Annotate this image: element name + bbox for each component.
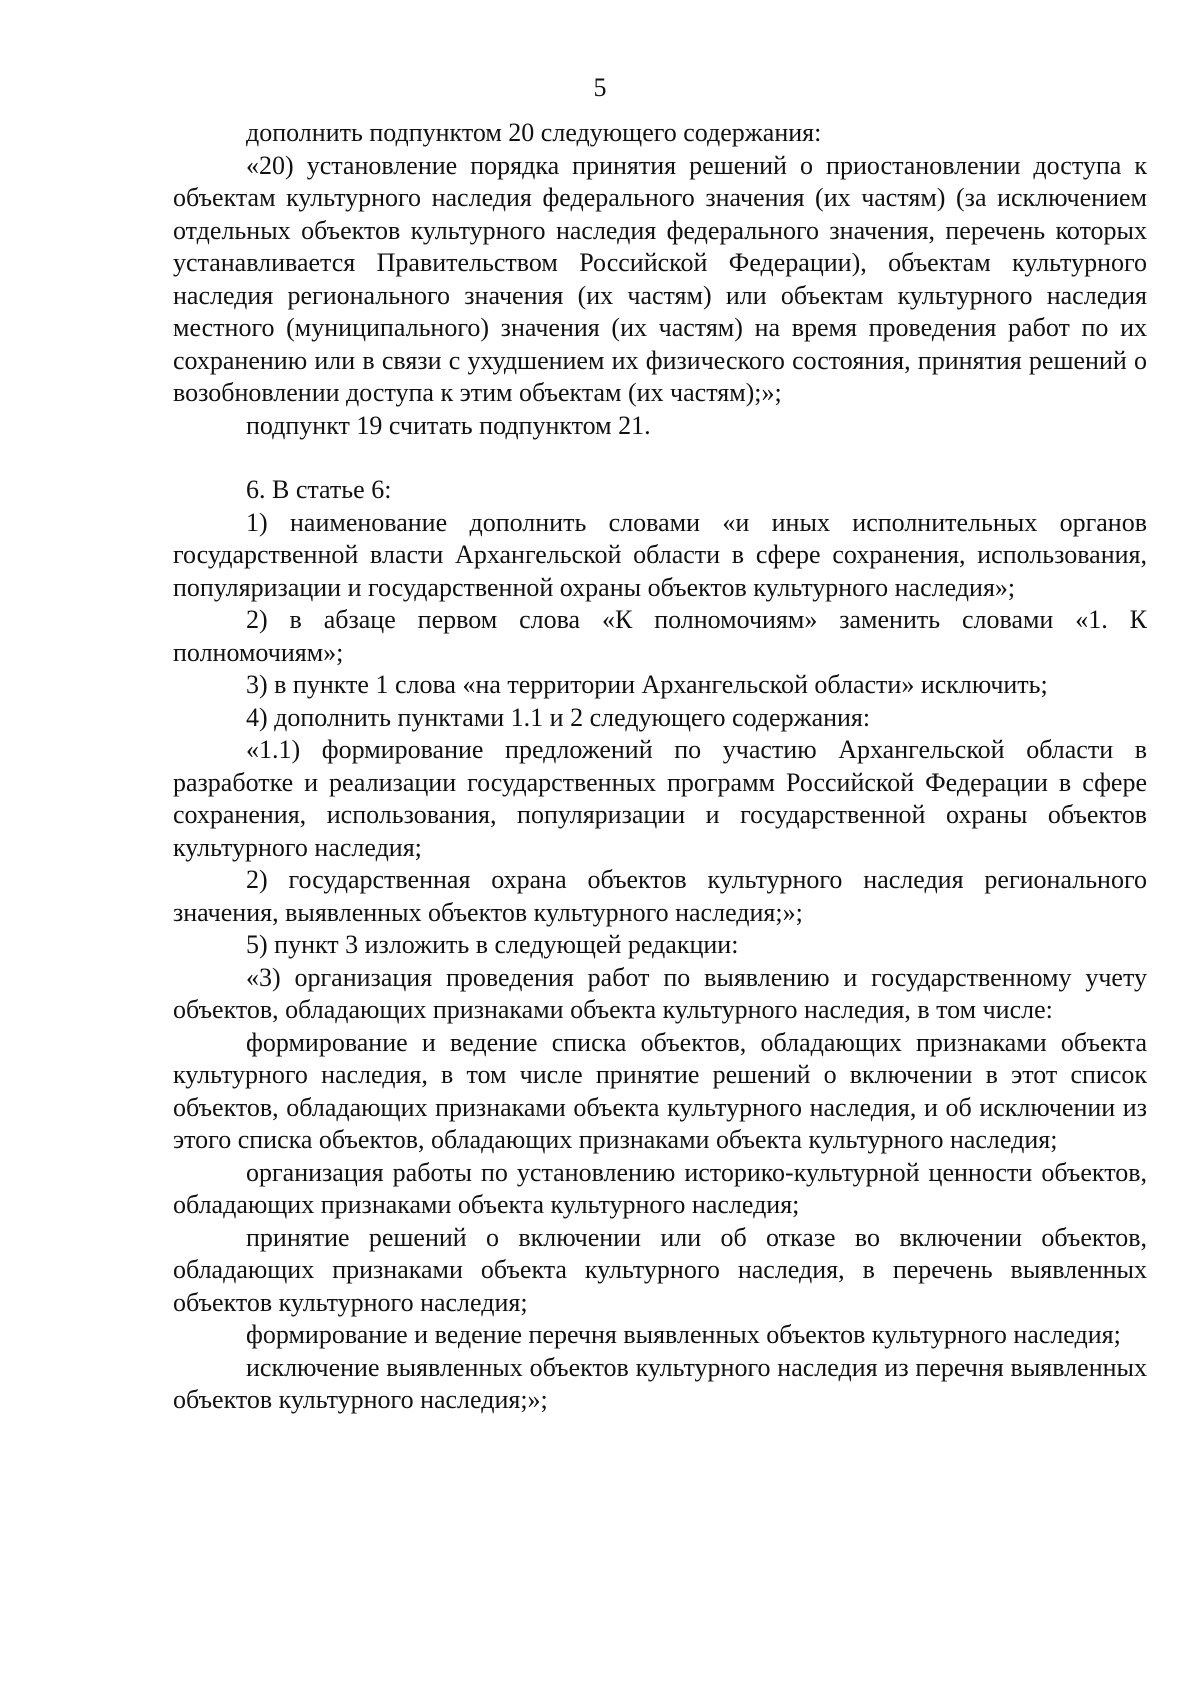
paragraph: 5) пункт 3 изложить в следующей редакции: xyxy=(246,930,739,959)
section-heading: 6. В статье 6: xyxy=(246,475,392,504)
paragraph: формирование и ведение списка объектов, обладающих признаками объекта культурного наследия, в том числе принятие решений о включении в этот список объектов, обладающих признаками объекта культурного наследия, и об исключении из этого списка объектов, обладающих признаками объекта культурного наследия; xyxy=(173,1027,1147,1154)
paragraph: формирование и ведение перечня выявленных объектов культурного наследия; xyxy=(246,1320,1121,1349)
paragraph: исключение выявленных объектов культурного наследия из перечня выявленных объектов культурного наследия;»; xyxy=(173,1352,1147,1414)
page-number: 5 xyxy=(593,73,607,102)
paragraph: подпункт 19 считать подпунктом 21. xyxy=(246,410,651,440)
paragraph: 1) наименование дополнить словами «и иных исполнительных органов государственной власти Архангельской области в сфере сохранения, использования, популяризации и государственной охраны объектов культурного наследия»; xyxy=(173,507,1147,602)
paragraph: «20) установление порядка принятия решений о приостановлении доступа к объектам культурного наследия федерального значения (их частям) (за исключением отдельных объектов культурного наследия федерального значения, перечень которых устанавливается Правительством Российской Федерации), объектам культурного наследия регионального значения (их частям) или объектам культурного наследия местного (муниципального) значения (их частям) на время проведения работ по их сохранению или в связи с ухудшением их физического состояния, принятия решений о возобновлении доступа к этим объектам (их частям);»; xyxy=(173,150,1147,407)
paragraph: дополнить подпунктом 20 следующего содержания: xyxy=(246,118,822,147)
paragraph: 2) государственная охрана объектов культурного наследия регионального значения, выявленных объектов культурного наследия;»; xyxy=(173,865,1147,927)
paragraph: «1.1) формирование предложений по участию Архангельской области в разработке и реализации государственных программ Российской Федерации в сфере сохранения, использования, популяризации и государственной охраны объектов культурного наследия; xyxy=(173,735,1147,862)
paragraph: 2) в абзаце первом слова «К полномочиям» заменить словами «1. К полномочиям»; xyxy=(173,605,1147,667)
paragraph: «3) организация проведения работ по выявлению и государственному учету объектов, обладающих признаками объекта культурного наследия, в том числе: xyxy=(173,962,1147,1024)
paragraph: организация работы по установлению историко-культурной ценности объектов, обладающих признаками объекта культурного наследия; xyxy=(173,1157,1147,1219)
paragraph: принятие решений о включении или об отказе во включении объектов, обладающих признаками объекта культурного наследия, в перечень выявленных объектов культурного наследия; xyxy=(173,1222,1147,1317)
section-spacer xyxy=(173,442,1147,474)
document-body xyxy=(173,117,1147,1417)
paragraph: 4) дополнить пунктами 1.1 и 2 следующего содержания: xyxy=(246,702,871,732)
paragraph: 3) в пункте 1 слова «на территории Архангельской области» исключить; xyxy=(246,670,1048,699)
